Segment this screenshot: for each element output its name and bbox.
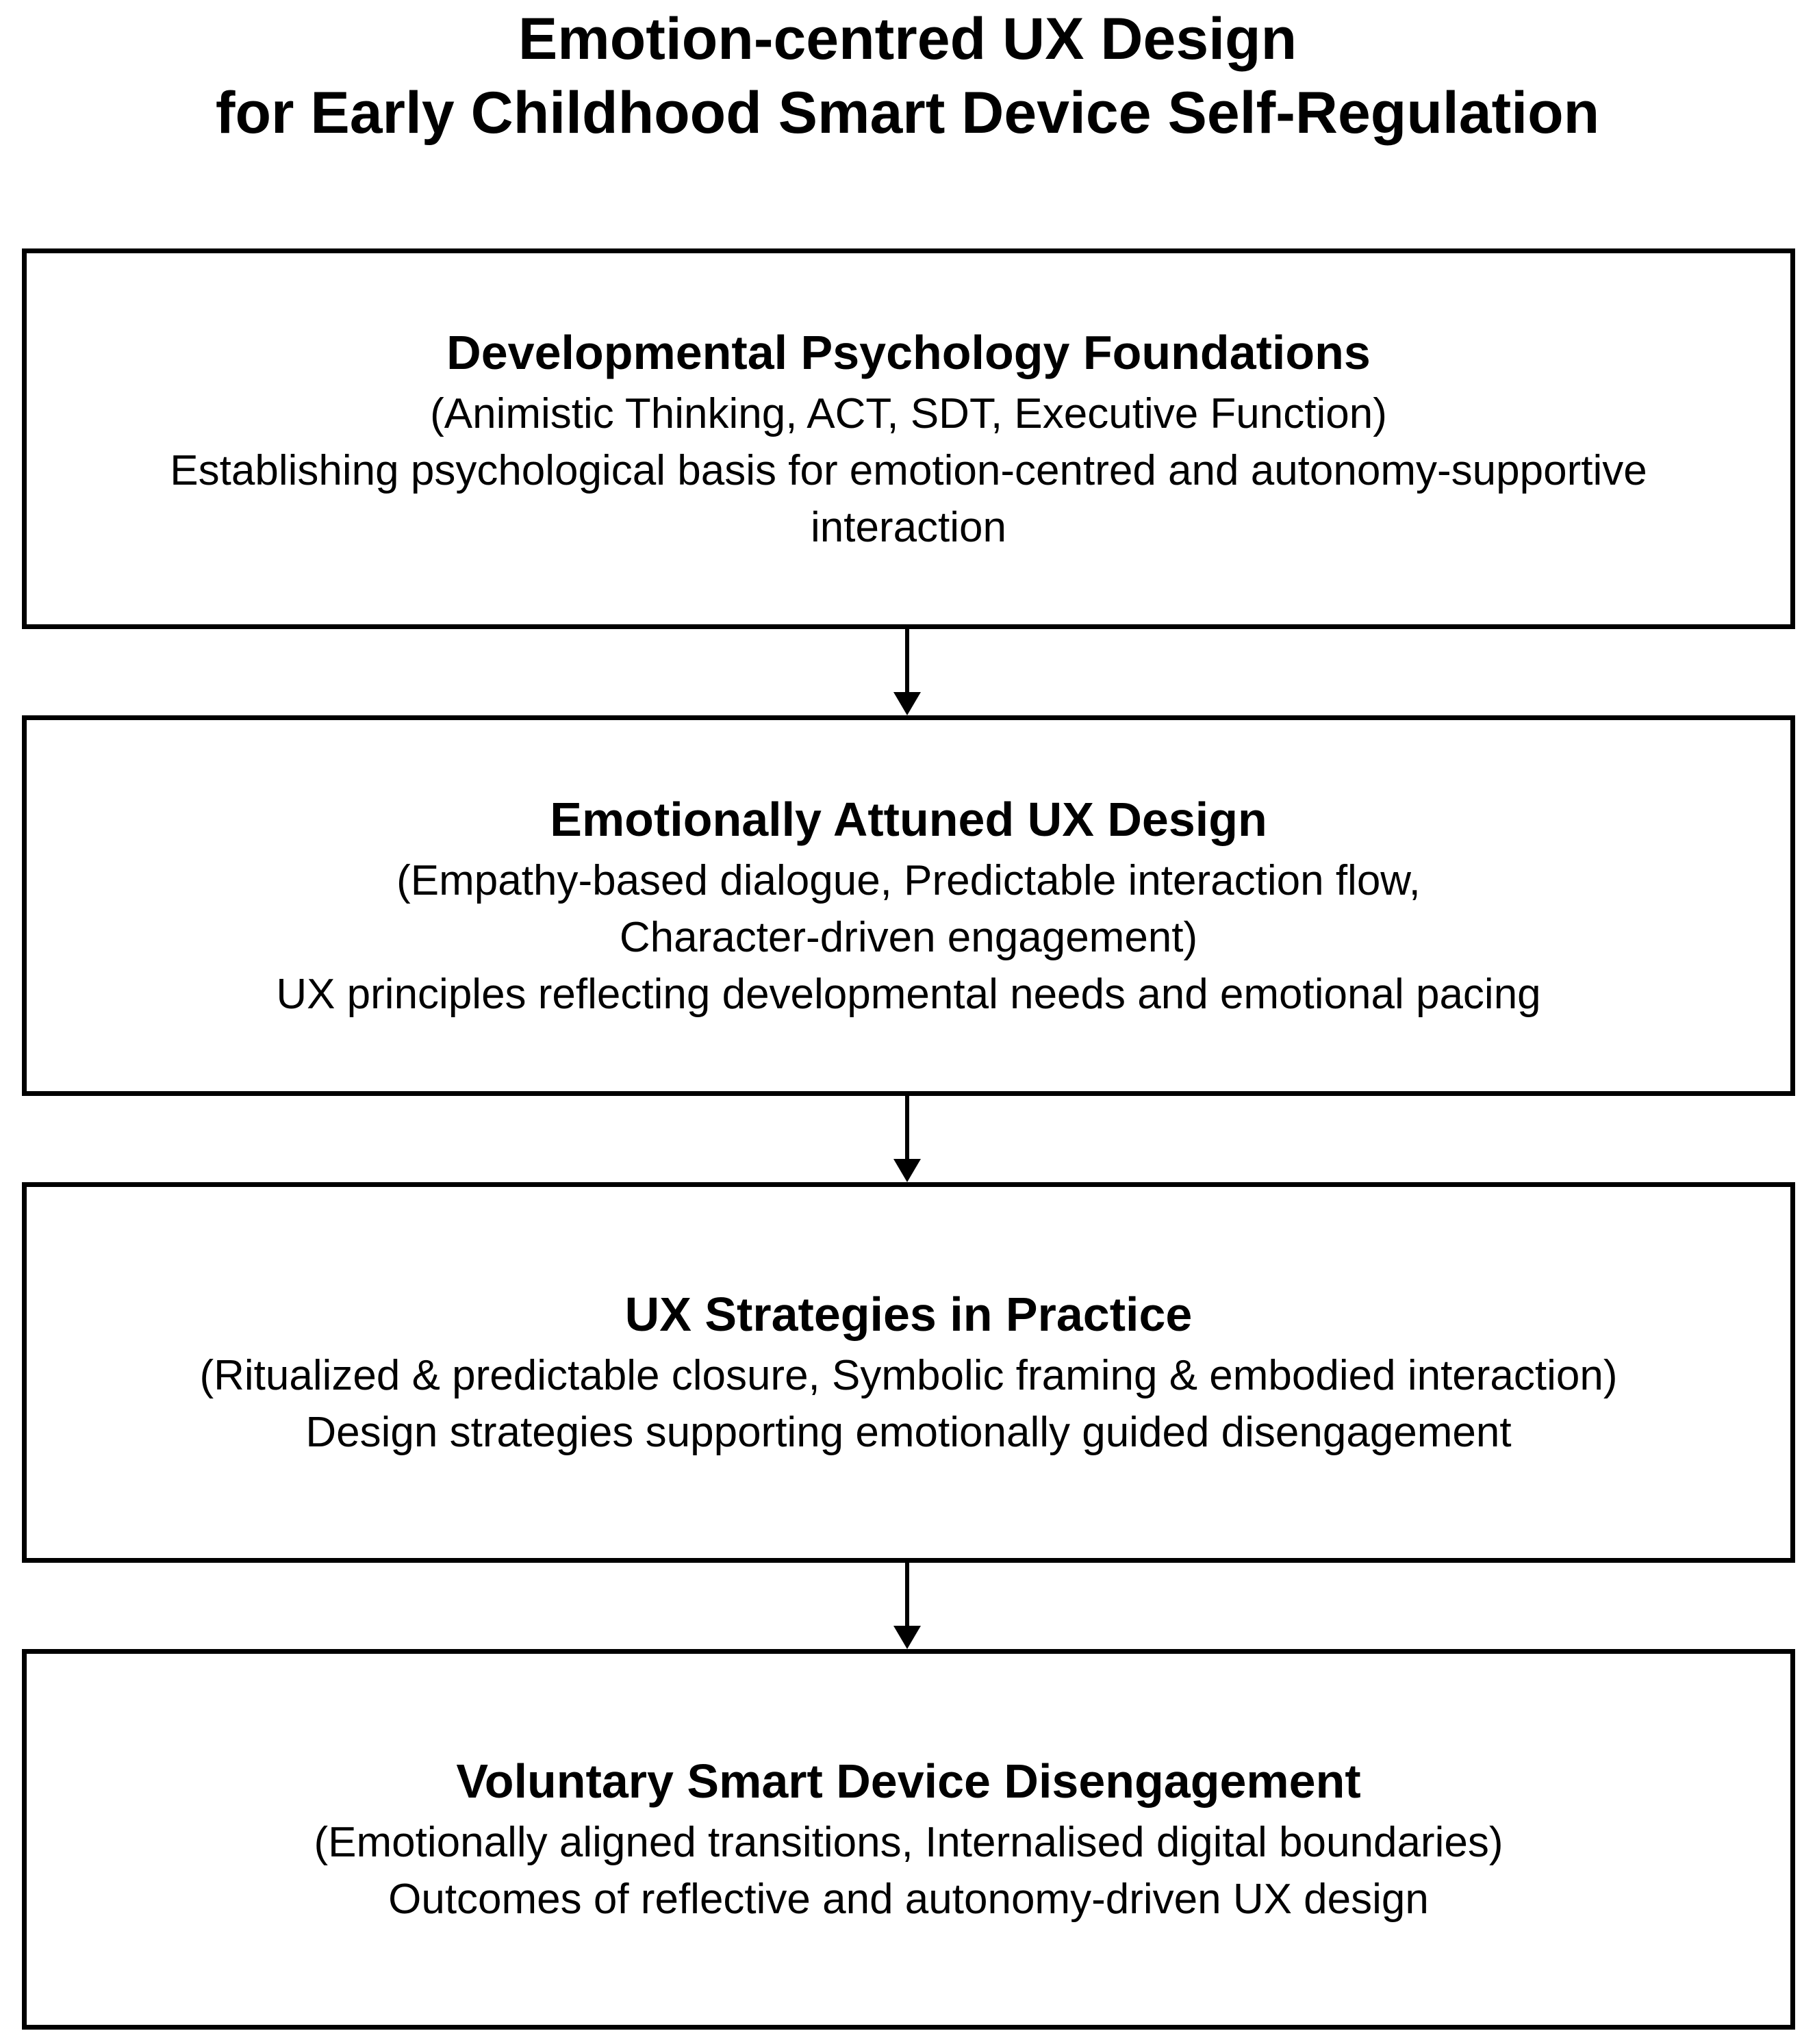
stage-description: UX principles reflecting developmental needs and emotional pacing xyxy=(276,970,1541,1018)
stage-heading: UX Strategies in Practice xyxy=(624,1288,1193,1341)
diagram-title-line-1: Emotion-centred UX Design xyxy=(518,6,1297,72)
down-arrow-icon xyxy=(887,1563,928,1650)
down-arrow-icon xyxy=(887,1096,928,1184)
stage-heading: Developmental Psychology Foundations xyxy=(446,325,1371,379)
stage-heading: Emotionally Attuned UX Design xyxy=(550,792,1267,846)
stage-subtitle: (Emotionally aligned transitions, Internalised digital boundaries) xyxy=(314,1819,1503,1866)
stage-heading: Voluntary Smart Device Disengagement xyxy=(456,1754,1361,1808)
stage-box-developmental-psychology xyxy=(22,248,1795,629)
stage-description: Establishing psychological basis for emotion-centred and autonomy-supportive interaction xyxy=(170,446,1647,551)
down-arrow-icon xyxy=(887,629,928,717)
stage-subtitle: (Animistic Thinking, ACT, SDT, Executive Function) xyxy=(430,389,1387,437)
stage-description: Design strategies supporting emotionally guided disengagement xyxy=(305,1409,1512,1456)
stage-subtitle-line-1: (Empathy-based dialogue, Predictable interaction flow, xyxy=(396,856,1421,904)
stage-box-voluntary-disengagement xyxy=(22,1649,1795,2030)
diagram-title-line-2: for Early Childhood Smart Device Self-Regulation xyxy=(215,80,1600,146)
stage-box-emotionally-attuned-ux xyxy=(22,715,1795,1096)
stage-box-ux-strategies xyxy=(22,1182,1795,1563)
stage-description: Outcomes of reflective and autonomy-driven UX design xyxy=(388,1876,1429,1923)
stage-subtitle: (Ritualized & predictable closure, Symbolic framing & embodied interaction) xyxy=(199,1352,1618,1399)
stage-subtitle-line-2: Character-driven engagement) xyxy=(619,913,1198,961)
